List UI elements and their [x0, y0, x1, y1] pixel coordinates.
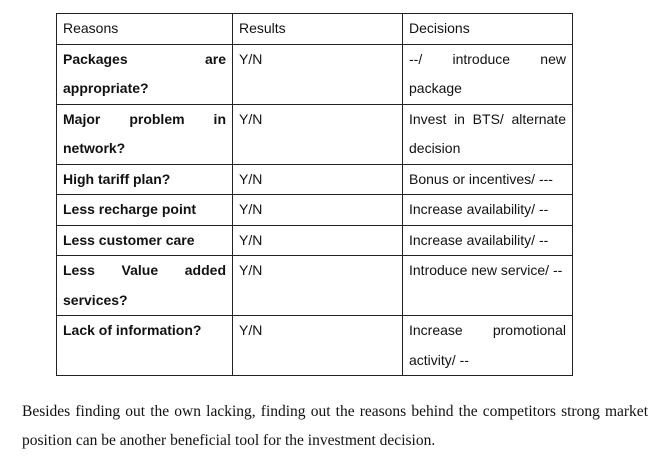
reason-cell: Packages are appropriate? — [57, 44, 233, 104]
decision-cell: Invest in BTS/ alternate decision — [403, 104, 573, 164]
reason-cell: Less Value added services? — [57, 256, 233, 316]
reason-cell: Less recharge point — [57, 195, 233, 226]
table-header-row — [57, 14, 573, 45]
result-cell: Y/N — [233, 104, 403, 164]
result-cell: Y/N — [233, 225, 403, 256]
table-row — [57, 104, 573, 164]
reason-cell: High tariff plan? — [57, 164, 233, 195]
reasons-decisions-table — [56, 13, 573, 376]
result-cell: Y/N — [233, 316, 403, 376]
decision-cell: Bonus or incentives/ --- — [403, 164, 573, 195]
result-cell: Y/N — [233, 44, 403, 104]
decision-cell: Increase availability/ -- — [403, 195, 573, 226]
table-row — [57, 195, 573, 226]
table-row — [57, 44, 573, 104]
reason-cell: Lack of information? — [57, 316, 233, 376]
table-row — [57, 316, 573, 376]
table-row — [57, 256, 573, 316]
decision-cell: --/ introduce new package — [403, 44, 573, 104]
header-reasons: Reasons — [57, 14, 233, 45]
table-row — [57, 225, 573, 256]
result-cell: Y/N — [233, 164, 403, 195]
decision-cell: Increase availability/ -- — [403, 225, 573, 256]
reason-cell: Major problem in network? — [57, 104, 233, 164]
header-decisions: Decisions — [403, 14, 573, 45]
body-paragraph: Besides finding out the own lacking, finding out the reasons behind the competitors strong market position can be another beneficial tool for the investment decision. — [22, 403, 648, 449]
decision-cell: Increase promotional activity/ -- — [403, 316, 573, 376]
header-results: Results — [233, 14, 403, 45]
result-cell: Y/N — [233, 256, 403, 316]
decision-cell: Introduce new service/ -- — [403, 256, 573, 316]
result-cell: Y/N — [233, 195, 403, 226]
reason-cell: Less customer care — [57, 225, 233, 256]
table-row — [57, 164, 573, 195]
